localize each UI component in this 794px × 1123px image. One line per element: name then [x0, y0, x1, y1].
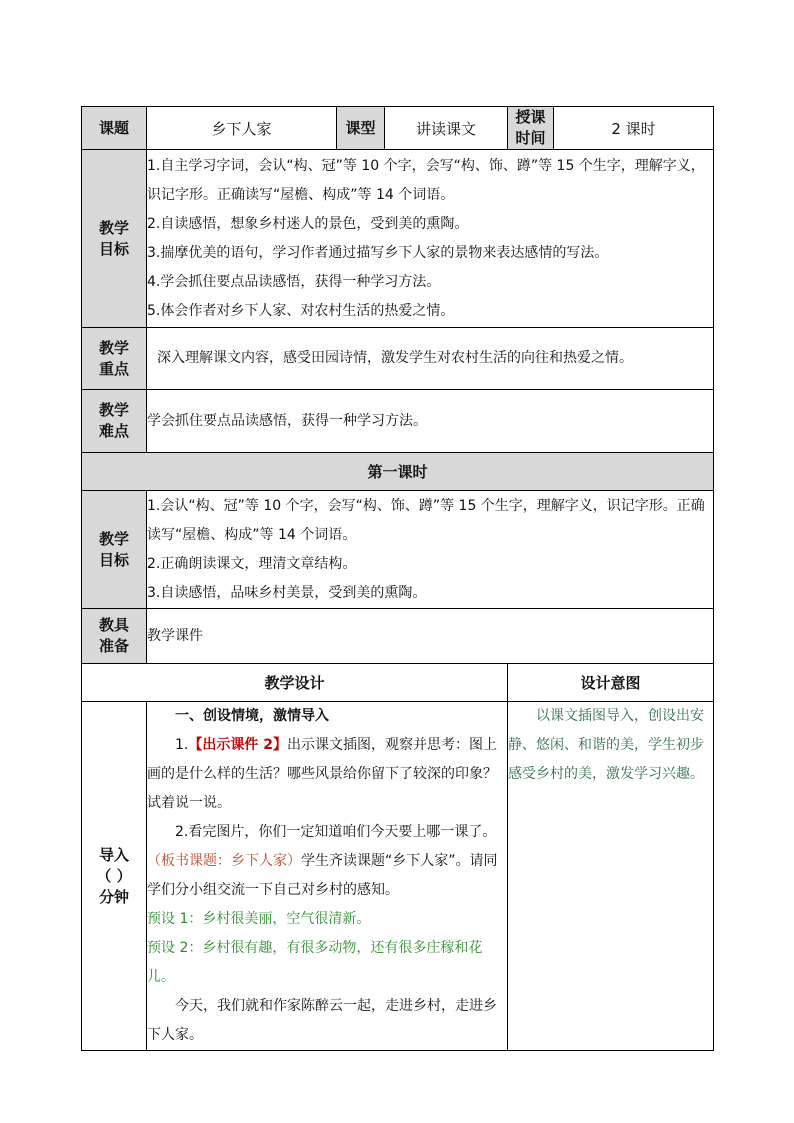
topic-value: 乡下人家	[147, 107, 337, 150]
lesson1-goal-item: 2.正确朗读课文，理清文章结构。	[147, 555, 357, 572]
design-intent	[508, 702, 714, 1051]
intro-row	[82, 702, 714, 1051]
stage-label-line: 导入	[98, 845, 129, 864]
design-content	[147, 702, 508, 1051]
lesson1-goals-row	[82, 491, 714, 609]
goal-item: 3.揣摩优美的语句，学习作者通过描写乡下人家的景物来表达感情的写法。	[147, 244, 609, 261]
paragraph-text: 学生齐读课题“乡下人家”。请同学们分小组交流一下自己对乡村的感知。	[147, 853, 498, 898]
goals-label: 教学目标	[82, 150, 147, 328]
type-value: 讲读课文	[385, 107, 508, 150]
preset-answer: 预设 1：乡村很美丽，空气很清新。	[147, 911, 371, 927]
lesson1-title-row	[82, 453, 714, 491]
stage-label-line: （ ）	[96, 866, 132, 885]
key-points-label: 教学重点	[82, 328, 147, 390]
design-paragraph	[147, 818, 507, 905]
lesson1-goals-content	[147, 491, 714, 609]
lesson1-goals-label: 教学目标	[82, 491, 147, 609]
goal-item: 4.学会抓住要点品读感悟，获得一种学习方法。	[147, 273, 441, 290]
lesson-plan-table	[81, 106, 714, 1051]
goal-item: 2.自读感悟，想象乡村迷人的景色，受到美的熏陶。	[147, 215, 469, 232]
design-header-row	[82, 664, 714, 702]
topic-label: 课题	[82, 107, 147, 150]
prep-text: 教学课件	[147, 609, 714, 664]
stage-label-line: 分钟	[98, 887, 129, 906]
difficulties-label: 教学难点	[82, 390, 147, 453]
time-label: 授课时间	[508, 107, 554, 150]
key-points-row	[82, 328, 714, 390]
goal-item: 5.体会作者对乡下人家、对农村生活的热爱之情。	[147, 302, 455, 319]
time-value: 2 课时	[554, 107, 714, 150]
board-title-note: （板书课题：乡下人家）	[147, 853, 301, 869]
stage-label	[82, 702, 147, 1051]
difficulties-text: 学会抓住要点品读感悟，获得一种学习方法。	[147, 390, 714, 453]
item-number: 1.	[175, 737, 189, 753]
lesson1-goal-item: 1.会认“构、冠”等 10 个字，会写“构、饰、蹲”等 15 个生字，理解字义，识记字形。正确读写“屋檐、构成”等 14 个词语。	[147, 497, 705, 543]
type-label: 课型	[337, 107, 385, 150]
lesson1-title: 第一课时	[82, 453, 714, 491]
paragraph-text: 出示课文插图，观察并思考：图上画的是什么样的生活？哪些风景给你留下了较深的印象？试着说一说。	[147, 737, 497, 811]
intent-text: 以课文插图导入，创设出安静、悠闲、和谐的美，学生初步感受乡村的美，激发学习兴趣。	[508, 708, 704, 782]
courseware-tag: 【出示课件 2】	[188, 737, 287, 753]
section-heading: 一、创设情境，激情导入	[175, 708, 329, 724]
design-paragraph: 今天，我们就和作家陈醉云一起，走进乡村，走进乡下人家。	[147, 998, 497, 1043]
prep-row	[82, 609, 714, 664]
paragraph-text: 2.看完图片，你们一定知道咱们今天要上哪一课了。	[175, 824, 497, 840]
goals-row	[82, 150, 714, 328]
intent-header: 设计意图	[508, 664, 714, 702]
goal-item: 1.自主学习字词，会认“构、冠”等 10 个字，会写“构、饰、蹲”等 15 个生字，理解字义，识记字形。正确读写“屋檐、构成”等 14 个词语。	[147, 157, 705, 203]
header-row	[82, 107, 714, 150]
difficulties-row	[82, 390, 714, 453]
preset-answer: 预设 2：乡村很有趣，有很多动物，还有很多庄稼和花儿。	[147, 940, 483, 985]
design-paragraph	[147, 731, 507, 818]
goals-content	[147, 150, 714, 328]
key-points-text: 深入理解课文内容，感受田园诗情，激发学生对农村生活的向往和热爱之情。	[147, 328, 714, 390]
lesson1-goal-item: 3.自读感悟，品味乡村美景，受到美的熏陶。	[147, 584, 427, 601]
prep-label: 教具准备	[82, 609, 147, 664]
design-header: 教学设计	[82, 664, 508, 702]
